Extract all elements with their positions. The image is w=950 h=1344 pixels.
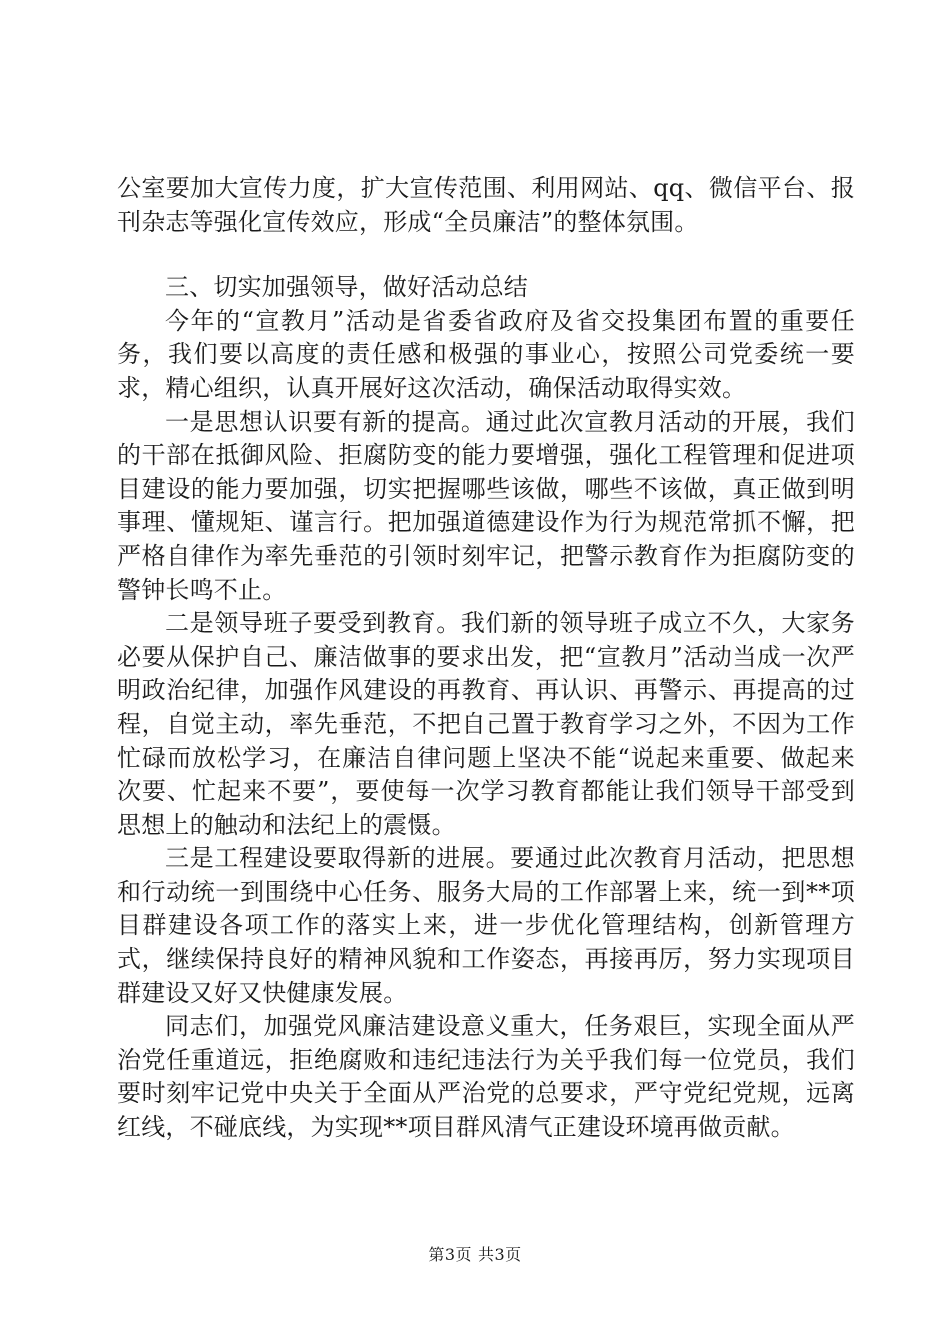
page-number: 第3页	[428, 1245, 472, 1264]
paragraph-spacer	[117, 239, 855, 271]
paragraph-continuation: 公室要加大宣传力度，扩大宣传范围、利用网站、qq、微信平台、报刊杂志等强化宣传效应，形成“全员廉洁”的整体氛围。	[117, 174, 855, 236]
section-heading: 三、切实加强领导，做好活动总结	[165, 273, 528, 302]
paragraph: 三是工程建设要取得新的进展。要通过此次教育月活动，把思想和行动统一到围绕中心任务、服务大局的工作部署上来，统一到**项目群建设各项工作的落实上来，进一步优化管理结构，创新管理方式，继续保持良好的精神风貌和工作姿态，再接再厉，努力实现项目群建设又好又快健康发展。	[117, 844, 855, 1007]
paragraph: 一是思想认识要有新的提高。通过此次宣教月活动的开展，我们的干部在抵御风险、拒腐防变的能力要增强，强化工程管理和促进项目建设的能力要加强，切实把握哪些该做，哪些不该做，真正做到明事理、懂规矩、谨言行。把加强道德建设作为行为规范常抓不懈，把严格自律作为率先垂范的引领时刻牢记，把警示教育作为拒腐防变的警钟长鸣不止。	[117, 407, 855, 604]
page-total: 共3页	[478, 1245, 522, 1264]
document-body	[117, 172, 855, 1145]
paragraph: 二是领导班子要受到教育。我们新的领导班子成立不久，大家务必要从保护自己、廉洁做事的要求出发，把“宣教月”活动当成一次严明政治纪律，加强作风建设的再教育、再认识、再警示、再提高的过程，自觉主动，率先垂范，不把自己置于教育学习之外，不因为工作忙碌而放松学习，在廉洁自律问题上坚决不能“说起来重要、做起来次要、忙起来不要”，要使每一次学习教育都能让我们领导干部受到思想上的触动和法纪上的震慑。	[117, 609, 855, 839]
paragraph: 今年的“宣教月”活动是省委省政府及省交投集团布置的重要任务，我们要以高度的责任感和极强的事业心，按照公司党委统一要求，精心组织，认真开展好这次活动，确保活动取得实效。	[117, 306, 855, 402]
page-footer	[0, 1242, 950, 1265]
paragraph: 同志们，加强党风廉洁建设意义重大，任务艰巨，实现全面从严治党任重道远，拒绝腐败和违纪违法行为关乎我们每一位党员，我们要时刻牢记党中央关于全面从严治党的总要求，严守党纪党规，远离红线，不碰底线，为实现**项目群风清气正建设环境再做贡献。	[117, 1012, 855, 1142]
